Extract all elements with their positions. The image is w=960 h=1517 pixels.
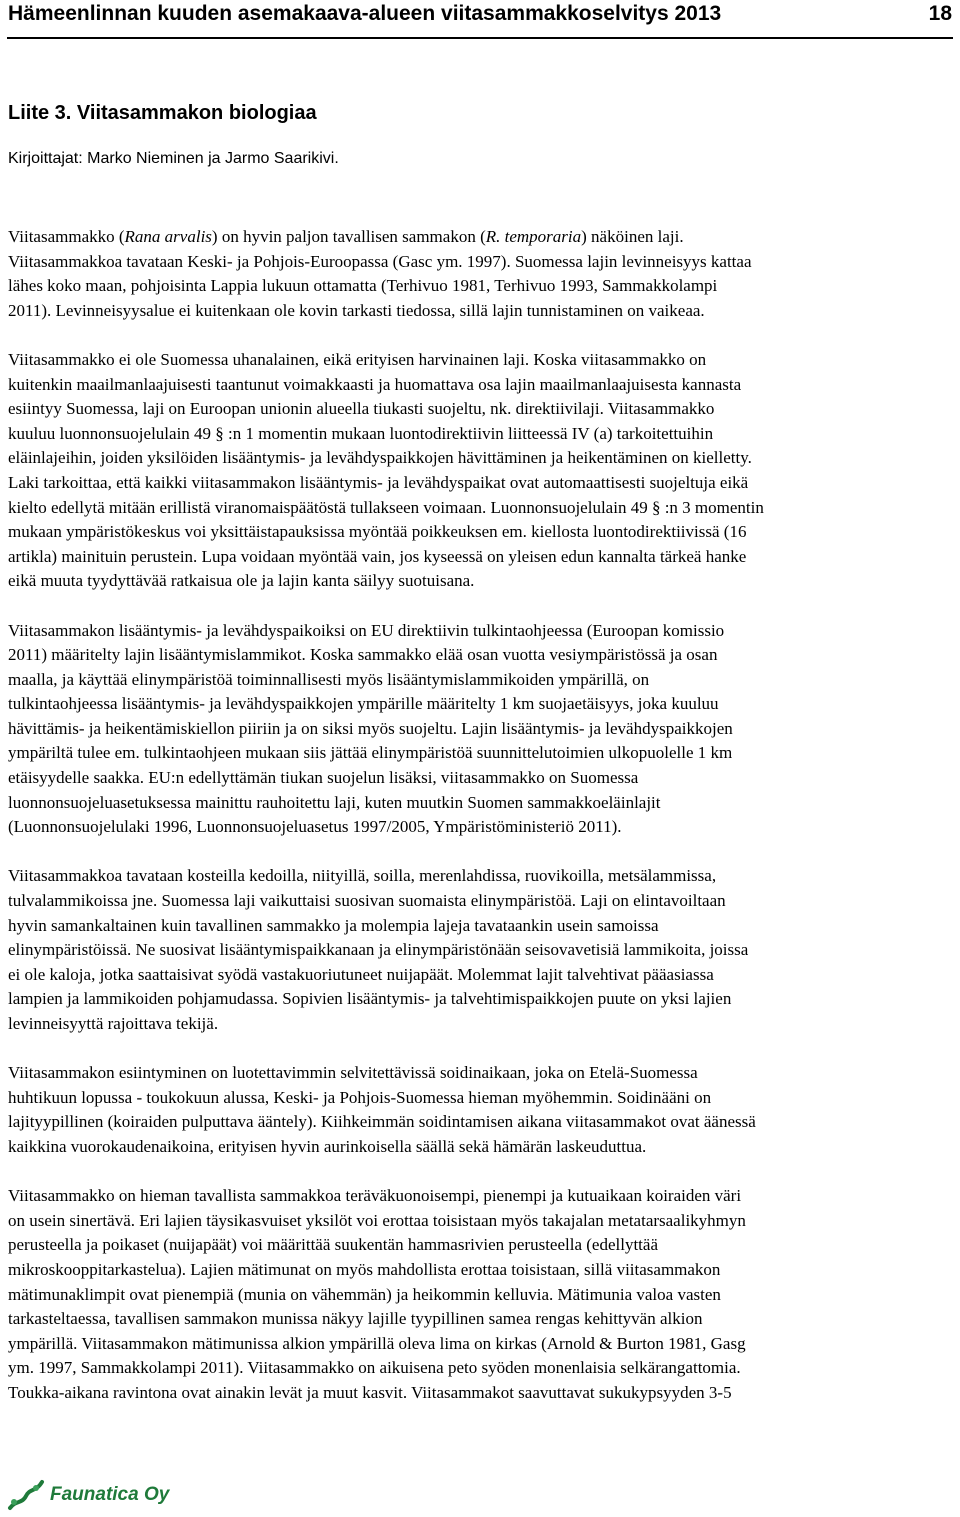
paragraph (8, 1061, 954, 1159)
text-line: etäisyydelle saakka. EU:n edellyttämän tiukan suojelun lisäksi, viitasammakko on Suomessa (8, 768, 639, 788)
text-line: kuitenkin maailmanlaajuisesti taantunut voimakkaasti ja huomattava osa lajin maailmanlaajuisesta kannasta (8, 374, 742, 394)
document-title: Hämeenlinnan kuuden asemakaava-alueen viitasammakkoselvitys 2013 (8, 2, 722, 25)
text-line: levinneisyyttä rajoittava tekijä. (8, 1014, 219, 1033)
text-line: eikä muuta tyydyttävää ratkaisua ole ja lajin kanta säilyy suotuisana. (8, 571, 475, 591)
paragraph (8, 348, 954, 594)
page-header (8, 2, 952, 40)
paragraph (8, 225, 954, 323)
text-line: Viitasammakon esiintyminen on luotettavimmin selvitettävissä soidinaikaan, joka on Etelä-Suomessa (8, 1063, 698, 1083)
text-line: tarkasteltaessa, tavallisen sammakon munissa näkyy lajille tyypillinen samea rengas kehittyvän alkion (8, 1309, 703, 1329)
text-line: ei ole kaloja, jotka saattaisivat syödä vastakuoriutuneet nuijapäät. Molemmat lajit talvehtivat pääasiassa (8, 964, 714, 984)
text-line: lajityypillinen (koiraiden pulputtava ääntely). Kiihkeimmän soidintamisen aikana viitasammakot ovat äänessä (8, 1112, 756, 1132)
text-line: Toukka-aikana ravintona ovat ainakin levät ja muut kasvit. Viitasammakot saavuttavat sukukypsyyden 3-5 (8, 1382, 732, 1402)
text-line: lampien ja lammikoiden pohjamudassa. Sopivien lisääntymis- ja talvehtimispaikkojen puute on yksi lajien (8, 989, 732, 1009)
text-line: kuuluu luonnonsuojelulain 49 § :n 1 momentin mukaan luontodirektiivin liitteessä IV (a) tarkoitettuihin (8, 423, 714, 443)
paragraph (8, 619, 954, 840)
text-line: elinympäristöissä. Ne suosivat lisääntymispaikkanaan ja elinympäristönään seisovavetisiä lammikoita, joissa (8, 940, 749, 960)
text-line: 2011). Levinneisyysalue ei kuitenkaan ole kovin tarkasti tiedossa, sillä lajin tunnistaminen on vaikeaa. (8, 300, 705, 320)
text-line: tulkintaohjeessa lisääntymis- ja levähdyspaikkojen ympärille määritelty 1 km suojaetäisyys, joka kuuluu (8, 694, 719, 714)
text-line: Viitasammakkoa tavataan kosteilla kedoilla, niityillä, soilla, merenlahdissa, ruovikoilla, metsälammissa, (8, 866, 717, 886)
text-line: lähes koko maan, pohjoisinta Lappia lukuun ottamatta (Terhivuo 1981, Terhivuo 1993, Sammakkolampi (8, 276, 718, 296)
text-line: Viitasammakko ei ole Suomessa uhanalainen, eikä erityisen harvinainen laji. Koska viitasammakko on (8, 349, 707, 369)
header-divider (7, 37, 953, 39)
text-line: eläinlajeihin, joiden yksilöiden lisääntymis- ja levähdyspaikkojen hävittäminen ja heikentäminen on kielletty. (8, 448, 752, 468)
text-line: hyvin samankaltainen kuin tavallinen sammakko ja molempia lajeja tavataankin usein samoissa (8, 915, 659, 935)
text-line: maalla, ja käyttää elinympäristöä toiminnallisesti myös lisääntymislammikoiden ympärillä, on (8, 669, 650, 689)
text-line: mukaan ympäristökeskus voi yksittäistapauksissa myöntää poikkeuksen em. kiellosta luontodirektiivissä (16 (8, 522, 747, 542)
text-line: ympärillä. Viitasammakon mätimunissa alkion ympärillä oleva lima on kirkas (Arnold & Burton 1981, Gasg (8, 1333, 746, 1353)
appendix-title: Liite 3. Viitasammakon biologiaa (8, 102, 317, 124)
text-line: huhtikuun lopussa - toukokuun alussa, Keski- ja Pohjois-Suomessa hieman myöhemmin. Soidinääni on (8, 1087, 712, 1107)
text-line: tulvalammikoissa jne. Suomessa laji vaikuttaisi suosivan suomaista elinympäristöä. Laji on elintavoiltaan (8, 891, 726, 911)
animal-track-icon (6, 1478, 46, 1512)
species-name: R. temporaria (485, 227, 582, 246)
text-line: kielto edellytä mitään erillistä viranomaispäätöstä tullakseen voimaan. Luonnonsuojelulain 49 § :n 3 momentin (8, 497, 764, 517)
species-name: Rana arvalis (124, 227, 212, 246)
authors-line: Kirjoittajat: Marko Nieminen ja Jarmo Saarikivi. (8, 150, 339, 167)
text-line: ym. 1997, Sammakkolampi 2011). Viitasammakko on aikuisena peto syöden monenlaisia selkärangattomia. (8, 1358, 741, 1378)
text-line: mätimunaklimpit ovat pienempiä (munia on vähemmän) ja heikommin kelluvia. Mätimunia valoa vasten (8, 1284, 721, 1304)
text-segment: Viitasammakko ( (8, 227, 125, 246)
paragraph (8, 864, 954, 1036)
text-line: (Luonnonsuojelulaki 1996, Luonnonsuojeluasetus 1997/2005, Ympäristöministeriö 2011). (8, 817, 622, 837)
text-line: artikla) mainituin perustein. Lupa voidaan myöntää vain, jos kyseessä on yleisen edun kannalta tärkeä hanke (8, 546, 747, 566)
text-line: Viitasammakkoa tavataan Keski- ja Pohjois-Euroopassa (Gasc ym. 1997). Suomessa lajin levinneisyys kattaa (8, 251, 752, 271)
text-line: Viitasammakon lisääntymis- ja levähdyspaikoiksi on EU direktiivin tulkintaohjeessa (Euroopan komissio (8, 620, 725, 640)
text-segment: ) on hyvin paljon tavallisen sammakon ( (211, 227, 486, 246)
text-line: Viitasammakko on hieman tavallista sammakkoa teräväkuonoisempi, pienempi ja kutuaikaan koiraiden väri (8, 1186, 742, 1206)
text-line: kaikkina vuorokaudenaikoina, erityisen hyvin aurinkoisella säällä sekä hämärän laskeuduttua. (8, 1136, 647, 1156)
text-segment: ) näköinen laji. (581, 227, 684, 246)
text-line: esiintyy Suomessa, laji on Euroopan unionin alueella tiukasti suojeltu, nk. direktiivilaji. Viitasammakko (8, 399, 715, 419)
text-line: hävittämis- ja heikentämiskiellon piiriin ja on siksi myös suojeltu. Lajin lisääntymis- ja levähdyspaikkojen (8, 718, 733, 738)
text-line: ympäriltä tulee em. tulkintaohjeen mukaan siis jättää elinympäristöä suunnittelutoimien ulkopuolelle 1 km (8, 743, 733, 763)
text-line: 2011) määritelty lajin lisääntymislammikot. Koska sammakko elää osan vuotta vesiympäristössä ja osan (8, 645, 718, 665)
text-line: perusteella ja poikaset (nuijapäät) voi määrittää suukentän hammasrivien perusteella (edellyttää (8, 1235, 658, 1255)
text-line: mikroskooppitarkastelua). Lajien mätimunat on myös mahdollista erottaa toisistaan, sillä viitasammakon (8, 1259, 721, 1279)
logo-text: Faunatica Oy (50, 1484, 170, 1505)
text-line (8, 225, 954, 250)
company-logo (6, 1474, 216, 1516)
paragraph (8, 1184, 954, 1405)
text-line: on usein sinertävä. Eri lajien täysikasvuiset yksilöt voi erottaa toisistaan myös takajalan metatarsaalikyhmyn (8, 1210, 746, 1230)
text-line: luonnonsuojeluasetuksessa mainittu rauhoitettu laji, kuten muutkin Suomen sammakkoeläinlajit (8, 792, 661, 812)
body-text (8, 225, 954, 1406)
text-line: Laki tarkoittaa, että kaikki viitasammakon lisääntymis- ja levähdyspaikat ovat automaattisesti suojeltuja eikä (8, 472, 749, 492)
page-number: 18 (928, 2, 952, 25)
